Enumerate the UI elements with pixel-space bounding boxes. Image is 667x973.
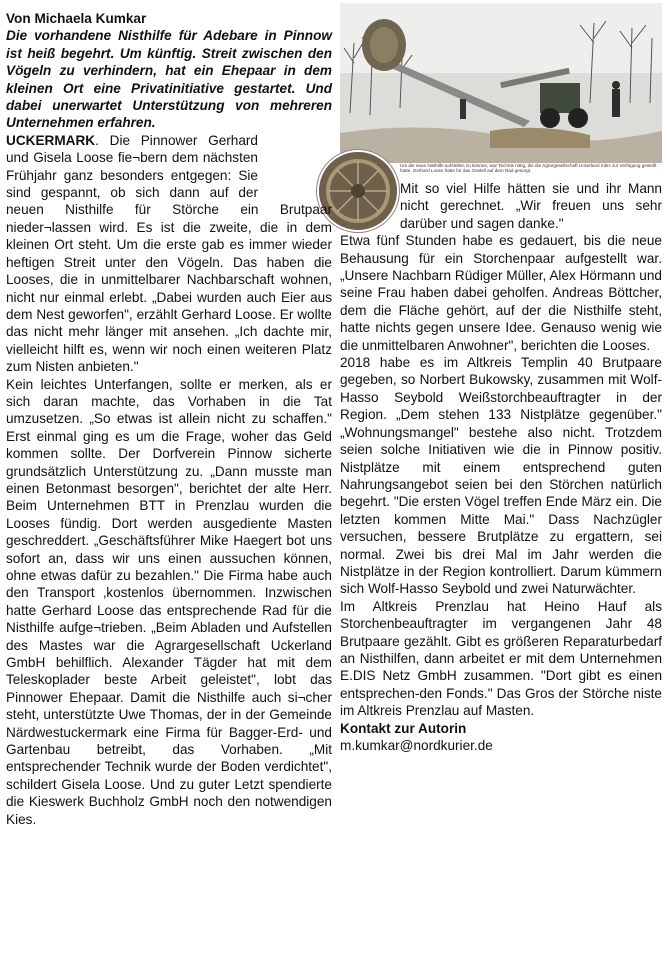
region-label: UCKERMARK xyxy=(6,132,96,148)
article-photo xyxy=(340,3,662,163)
contact-email[interactable]: m.kumkar@nordkurier.de xyxy=(340,738,493,753)
inset-wrap-space xyxy=(258,132,332,190)
contact-heading: Kontakt zur Autorin xyxy=(340,720,467,736)
body-paragraph xyxy=(6,132,332,376)
body-paragraph: Kein leichtes Unterfangen, sollte er merken, als er sich daran machte, das Vorhaben in die Tat umzusetzen. „So etwas ist allein nicht zu schaffen." Erst einmal ging es um die Frage, woher das Geld kommen sollte. Der Dorfverein Pinnow sicherte grundsätzlich Unterstützung zu. „Dann musste man einen Betonmast besorgen", berichtet der alte Herr. Beim Unternehmen BTT in Prenzlau wurden die Looses fündig. Dort werden ausgediente Masten geschreddert. „Geschäftsführer Mike Haegert bot uns sofort an, dass wir uns einen aussuchen können, ohne etwas dafür zu bezahlen." Die Firma habe auch den Transport ‚kostenlos übernommen. Inzwischen hatte Gerhard Loose das entsprechende Rad für die Nisthilfe aufge¬trieben. „Beim Abladen und Aufstellen des Mastes war die Agrargesellschaft Uckerland GmbH behilflich. Alexander Tägder hat mit dem Teleskoplader beste Arbeit geleistet", lobt das Pinnower Ehepaar. Damit die Nisthilfe auch si¬cher steht, unterstützte Uwe Thomas, der in der Gemeinde Närdwestuckermark eine Firma für Bagger-Erd- und Gartenbau betreibt, das Vorhaben. „Mit entsprechender Technik wurde der Boden verdichtet", schildert Gisela Loose. Und zu guter Letzt spendierte die Kieswerk Buchholz GmbH noch den notwendigen Kies. xyxy=(6,376,332,827)
right-column xyxy=(340,181,662,754)
body-paragraph: Im Altkreis Prenzlau hat Heino Hauf als Storchenbeauftragter im vergangenen Jahr 48 Brutpaare gezählt. Gibt es größeren Reparaturbedarf an Nisthilfen, dann arbeitet er mit dem Unternehmen E.DIS Netz GmbH zusammen. "Dort gibt es einen entsprechen-den Fonds." Das Gros der Störche niste im Altkreis Prenzlau auf Masten. xyxy=(340,598,662,719)
photo-illustration xyxy=(340,3,662,163)
body-paragraph: Mit so viel Hilfe hätten sie und ihr Mann nicht gerechnet. „Wir freuen uns sehr darüber und sagen danke." xyxy=(400,181,662,231)
photo-caption: Um die neue Nisthilfe aufstellen zu können, war Technik nötig, die die Agrargesellschaft Uckerland mbH zur Verfügung gestellt hatte. Gerhard Loose hatte für das Gestell auf dem Rad gesorgt. xyxy=(400,163,657,173)
body-paragraph: 2018 habe es im Altkreis Templin 40 Brutpaare gegeben, so Norbert Bukowsky, zusammen mit Wolf-Hasso Seybold Weißstorchbeauftragter in der Region. „Dem stehen 133 Nistplätze gegenüber." „Wohnungsmangel" bestehe also nicht. Trotzdem seien solche Initiativen wie die in Pinnow positiv. Nistplätze mit einem entsprechend guten Nahrungsangebot seien bei den Störchen natürlich begehrt. "Die ersten Vögel treffen Ende März ein. Die letzten kommen Mitte Mai." Dass Nachzügler versuchen, bessere Brutplätze zu ergattern, sei normal. Zwei bis drei Mal im Jahr werden die Nistplätze in der Region kontrolliert. Darum kümmern sich Wolf-Hasso Seybold und zwei Naturwächter. xyxy=(340,355,662,597)
body-paragraph: Etwa fünf Stunden habe es gedauert, bis die neue Behausung für ein Storchenpaar aufgestellt war. „Unsere Nachbarn Rüdiger Müller, Alex Hörmann und seine Frau haben dabei geholfen. Andreas Böttcher, dem die Fläche gehört, auf der die Nisthilfe steht, hatte nichts gegen unsere Idee. Genauso wenig wie die unmittelbaren Anwohner", berichten die Looses. xyxy=(340,233,662,353)
left-column xyxy=(6,10,332,828)
author-byline: Von Michaela Kumkar xyxy=(6,11,147,26)
article-lead: Die vorhandene Nisthilfe für Adebare in Pinnow ist heiß begehrt. Um künftig. Streit zwischen den Vögeln zu verhindern, hat ein Ehepaar in dem kleinen Ort eine Privatinitiative gestartet. Und dabei unerwartet Unterstützung von mehreren Unternehmen erfahren. xyxy=(6,28,332,131)
paragraph-text: . Die Pinnower Gerhard und Gisela Loose fie¬bern dem nächsten Frühjahr ganz besonders entgegen: Sie sind gespannt, ob sich dann auf der neuen Nisthilfe für Störche ein Brutpaar nieder¬lassen wird. Es ist die zweite, die in dem kleinen Ort steht. Um die erste gab es immer wieder heftigen Streit unter den Vögeln. Das haben die Looses, die in unmittelbarer Nachbarschaft wohnen, nicht nur einmal erlebt. „Dabei wurden auch Eier aus dem Nest geworfen", erzählt Gerhard Loose. Er wollte das nicht mehr länger mit ansehen. „Ich dachte mir, vielleicht hilft es, wenn wir noch einen weiteren Platz zum Nisten anbieten." xyxy=(6,132,332,375)
